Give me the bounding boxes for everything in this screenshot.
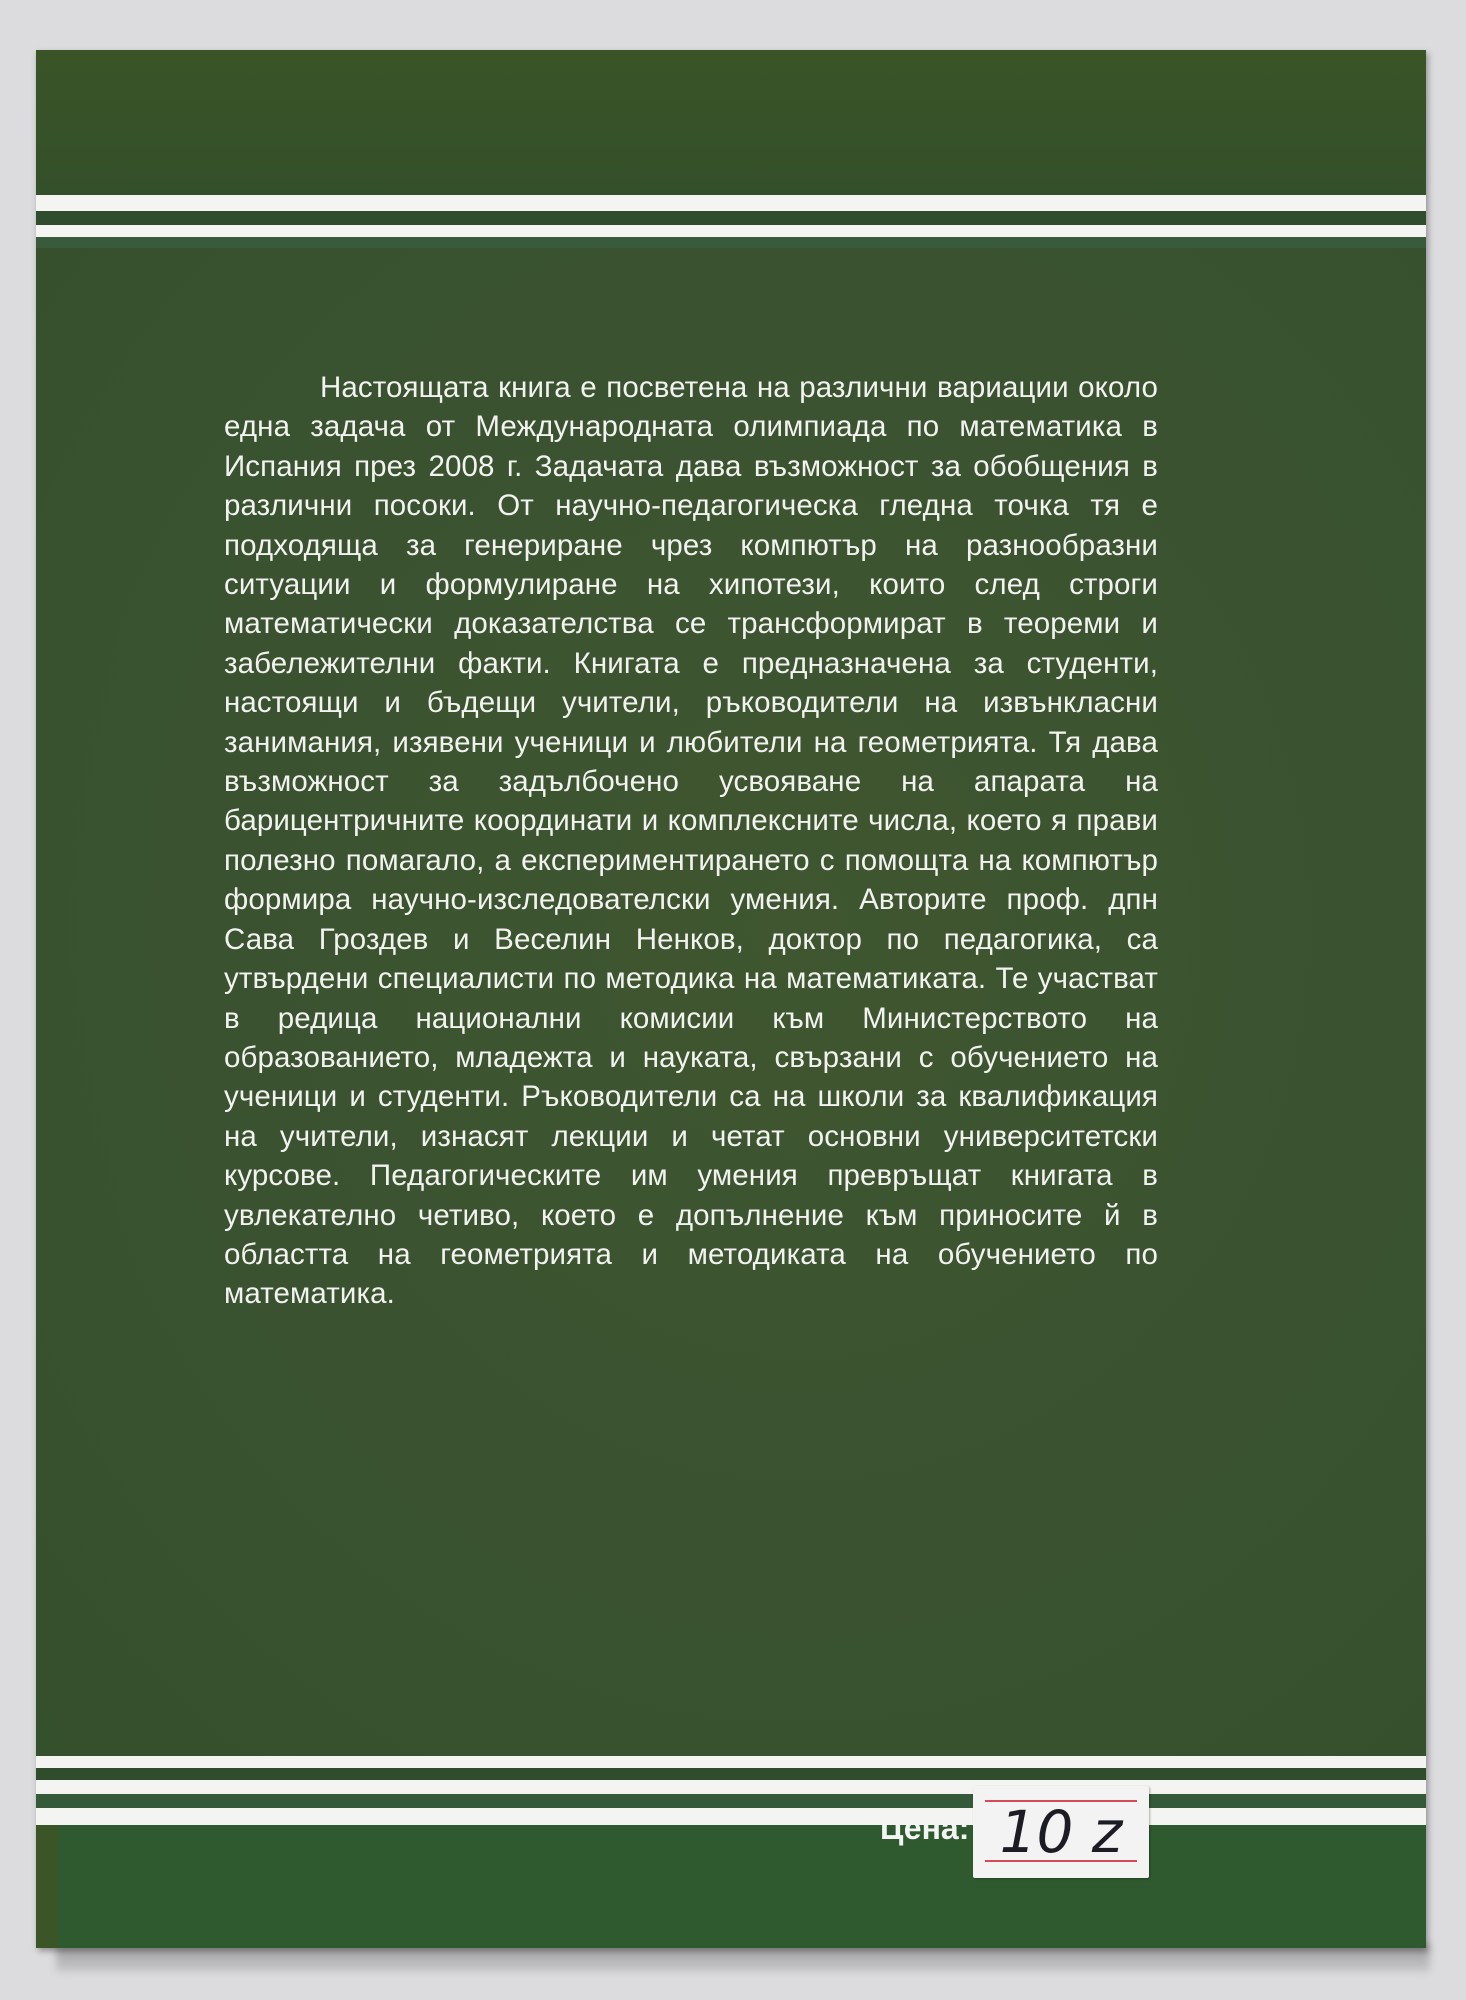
top-white-stripe-1	[36, 195, 1426, 211]
top-white-stripe-2	[36, 225, 1426, 237]
bottom-white-stripe-2	[36, 1780, 1426, 1794]
bottom-green-stripe	[36, 1768, 1426, 1780]
bottom-white-stripe-3	[36, 1808, 1426, 1825]
top-green-stripe	[36, 211, 1426, 225]
top-green-band	[36, 50, 1426, 195]
cover-blurb-text: Настоящата книга е посветена на различни вариации около една задача от Международната олимпиада по математика в Испания през 2008 г. Задачата дава възможност за обобщения в различни посоки. От научно-педагогическа гледна точка тя е подходяща за генериране чрез компютър на разнообразни ситуации и формулиране на хипотези, които след строги математически доказателства се трансформират в теореми и забележителни факти. Книгата е предназначена за студенти, настоящи и бъдещи учители, ръководители на извънкласни занимания, изявени ученици и любители на геометрията. Тя дава възможност за задълбочено усвояване на апарата на барицентричните координати и комплексните числа, което я прави полезно помагало, а експериментирането с помощта на компютър формира научно-изследователски умения. Авторите проф. дпн Сава Гроздев и Веселин Ненков, доктор по педагогика, са утвърдени специалисти по методика на математиката. Те участват в редица национални комисии към Министерството на образованието, младежта и науката, свързани с обучението на ученици и студенти. Ръководители са на школи за квалификация на учители, изнасят лекции и четат основни университетски курсове. Педагогическите им умения превръщат книгата в увлекателно четиво, което е допълнение към приносите й в областта на геометрията и методиката на обучението по математика.	[224, 371, 1158, 1311]
page-shadow	[56, 1944, 1430, 1972]
top-thin-stripe	[36, 237, 1426, 248]
bottom-white-stripe-1	[36, 1756, 1426, 1768]
handwritten-price: 10 z	[999, 1798, 1123, 1866]
price-sticker	[973, 1786, 1149, 1878]
price-label: Цена:	[880, 1810, 970, 1846]
bottom-green-band	[58, 1825, 1426, 1948]
bottom-thin-stripe	[36, 1794, 1426, 1808]
